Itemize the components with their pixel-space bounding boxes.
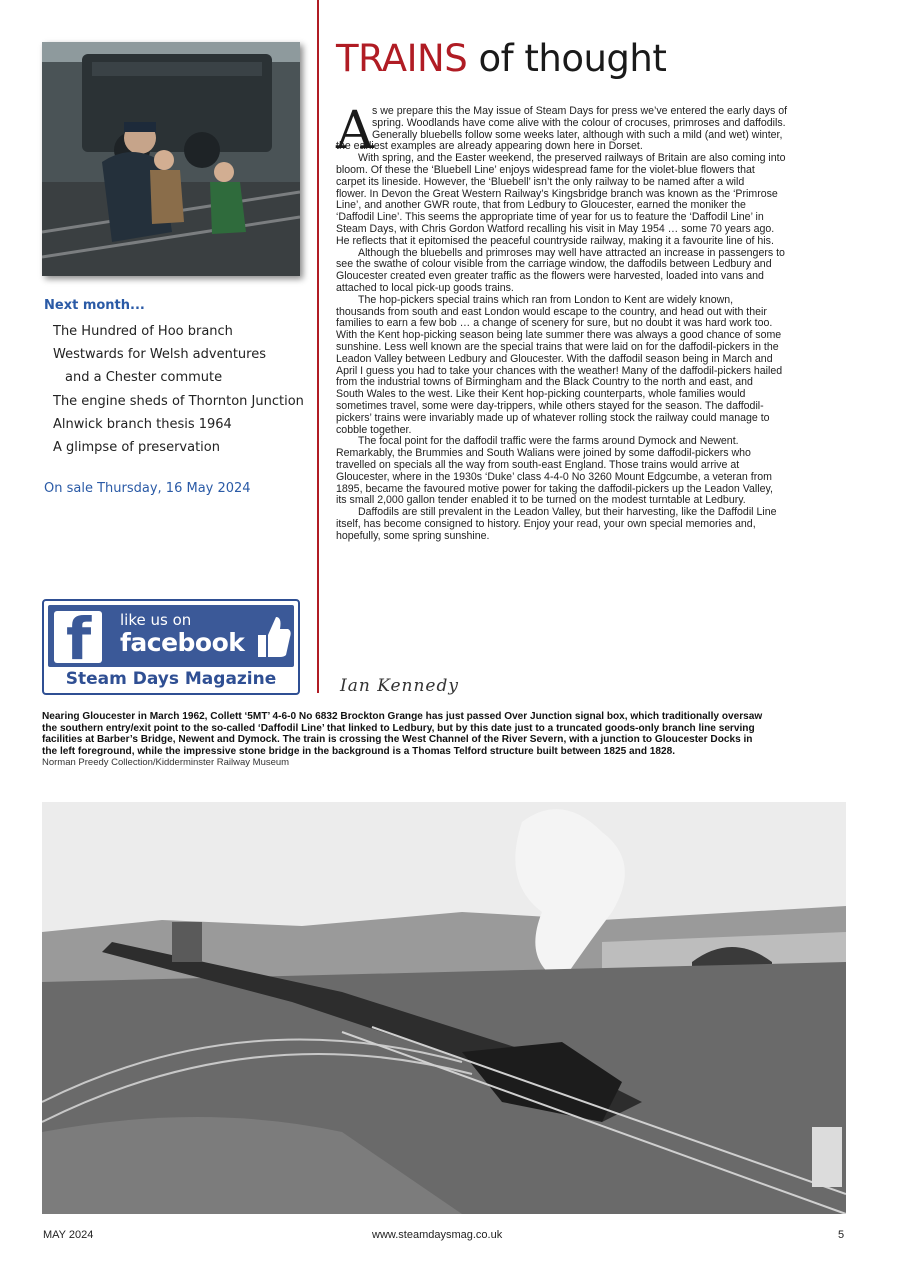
text-line: attached to local pick-up goods trains.	[336, 281, 514, 294]
photo-steam-train-over-junction	[42, 802, 846, 1214]
list-item: A glimpse of preservation	[53, 440, 220, 456]
text-line: Remarkably, the Brummies and South Walians were joined by some daffodil-pickers who	[336, 447, 751, 460]
text-line: Although the bluebells and primroses may well have attracted an increase in passengers to	[358, 246, 785, 259]
facebook-like-text: like us on	[120, 611, 192, 629]
text-line: the earliest examples are already appearing down here in Dorset.	[336, 140, 643, 153]
text-line: families to earn a few bob … a change of scenery for sure, but no doubt it was hard work too.	[336, 317, 773, 330]
text-line: With the Kent hop-picking season being late summer there was always a good chance of some	[336, 329, 782, 342]
editorial-text	[336, 101, 847, 542]
text-line: Gloucester, where in the 1930s ‘Duke’ class 4-4-0 No 3260 Mount Edgcumbe, a veteran from	[336, 470, 772, 483]
photo-caption	[42, 711, 862, 769]
footer-website[interactable]: www.steamdaysmag.co.uk	[372, 1229, 503, 1241]
thumbs-up-icon	[252, 611, 292, 663]
text-line: Line’, and another GWR route, that from Ledbury to Gloucester, earned the moniker the	[336, 199, 746, 212]
text-line: With spring, and the Easter weekend, the preserved railways of Britain are also coming into	[358, 152, 786, 165]
drop-cap: A	[336, 101, 374, 161]
title-accent: TRAINS	[336, 37, 468, 80]
text-line: sometimes travel, some were day-trippers, while others stayed for the season. The daffodil-	[336, 399, 764, 412]
caption-line: the southern entry/exit point to the so-called ‘Daffodil Line’ that linked to Ledbury, but by this date just to a truncated goods-only branch line serving	[42, 722, 755, 734]
text-line: bloom. Of these the ‘Bluebell Line’ enjoys widespread fame for the violet-blue flowers that	[336, 163, 755, 176]
text-line: flower. In Devon the Great Western Railway’s Kingsbridge branch was known as the ‘Primrose	[336, 187, 778, 200]
facebook-promo[interactable]	[42, 599, 300, 695]
on-sale-date: On sale Thursday, 16 May 2024	[44, 481, 251, 496]
list-item: The Hundred of Hoo branch	[53, 324, 233, 339]
list-item: and a Chester commute	[65, 370, 223, 386]
list-item: The engine sheds of Thornton Junction	[53, 393, 304, 409]
text-line: 1895, became the favoured motive power for taking the daffodil-pickers up the Leadon Valley,	[336, 482, 773, 495]
caption-line: the left foreground, while the impressive stone bridge in the background is a Thomas Telford structure built between 1825 and 1828.	[42, 745, 676, 757]
text-line: cobble together.	[336, 423, 412, 436]
text-line: Generally bluebells follow some weeks later, although with such a mild (and wet) winter,	[372, 128, 783, 141]
text-line: The hop-pickers special trains which ran from London to Kent are widely known,	[358, 293, 734, 306]
text-line: spring. Woodlands have come alive with the colour of crocuses, primroses and daffodils.	[372, 116, 786, 129]
text-line: s we prepare this the May issue of Steam Days for press we’ve entered the early days of	[372, 105, 788, 117]
page-title	[336, 36, 666, 82]
photo-boys-with-railwayman	[42, 42, 300, 276]
column-divider	[317, 0, 319, 693]
text-line: Steam Days, with Chris Gordon Watford recalling his visit in May 1954 … some 70 years ago.	[336, 222, 775, 235]
text-line: The focal point for the daffodil traffic were the farms around Dymock and Newent.	[358, 435, 739, 448]
text-line: He reflects that it epitomised the peaceful countryside railway, making it a favourite line of his.	[336, 234, 774, 247]
text-line: travelled on specials all the way from south-east England. Those trains would arrive at	[336, 458, 740, 471]
page-number: 5	[838, 1229, 845, 1241]
footer-date: MAY 2024	[43, 1229, 94, 1241]
caption-line: facilities at Barber’s Bridge, Newent and Dymock. The train is crossing the West Channel of the River Severn, with a junction to Gloucester Docks in	[42, 734, 753, 746]
next-month-list	[53, 320, 313, 459]
text-line: ‘Daffodil Line’. This seems the appropriate time of year for us to feature the ‘Daffodil Line’ in	[336, 211, 764, 224]
text-line: see the swathe of colour visible from the carriage window, the daffodils between Ledbury and	[336, 258, 772, 271]
text-line: its small 2,000 gallon tender enabled it to be turned on the modest turntable at Ledbury.	[336, 494, 746, 507]
photo-credit: Norman Preedy Collection/Kidderminster Railway Museum	[42, 757, 290, 769]
caption-line: Nearing Gloucester in March 1962, Collett ‘5MT’ 4-6-0 No 6832 Brockton Grange has just passed Over Junction signal box, which traditionally oversaw	[42, 711, 763, 722]
facebook-caption: Steam Days Magazine	[65, 669, 277, 689]
facebook-banner	[48, 605, 294, 667]
title-rest: of thought	[467, 37, 667, 80]
text-line: South Wales to the west. Like their Kent hop-picking counterparts, whole families would	[336, 388, 746, 401]
text-line: Gloucester created even greater traffic as the flowers were harvested, loaded into vans and	[336, 270, 764, 283]
text-line: April I guess you had to take your chances with the weather! Many of the daffodil-pickers hailed	[336, 364, 783, 377]
text-line: from the industrial towns of Birmingham and the Black Country to the north and east, and	[336, 376, 753, 389]
text-line: Leadon Valley between Ledbury and Gloucester. With the daffodil season being in March and	[336, 352, 773, 365]
text-line: Daffodils are still prevalent in the Leadon Valley, but their harvesting, like the Daffodil Line	[358, 506, 777, 519]
text-line: hopefully, some spring sunshine.	[336, 529, 490, 542]
editor-signature: Ian Kennedy	[340, 676, 459, 696]
text-line: thousands from south and east London would escape to the country, and head out with their	[336, 305, 767, 318]
text-line: carpet its lineside. However, the ‘Bluebell’ isn’t the only railway to be named after a wild	[336, 175, 745, 188]
list-item: Westwards for Welsh adventures	[53, 347, 267, 363]
text-line: pickers’ trains were invariably made up of whatever rolling stock the railway could manage to	[336, 411, 770, 424]
list-item: Alnwick branch thesis 1964	[53, 416, 232, 432]
text-line: sunshine. Less well known are the special trains that were laid on for the daffodil-pickers in the	[336, 340, 779, 353]
facebook-icon: f	[54, 611, 102, 663]
text-line: itself, has become consigned to history. Enjoy your read, your own special memories and,	[336, 517, 756, 530]
next-month-title: Next month...	[44, 298, 145, 313]
facebook-wordmark: facebook	[120, 628, 245, 657]
